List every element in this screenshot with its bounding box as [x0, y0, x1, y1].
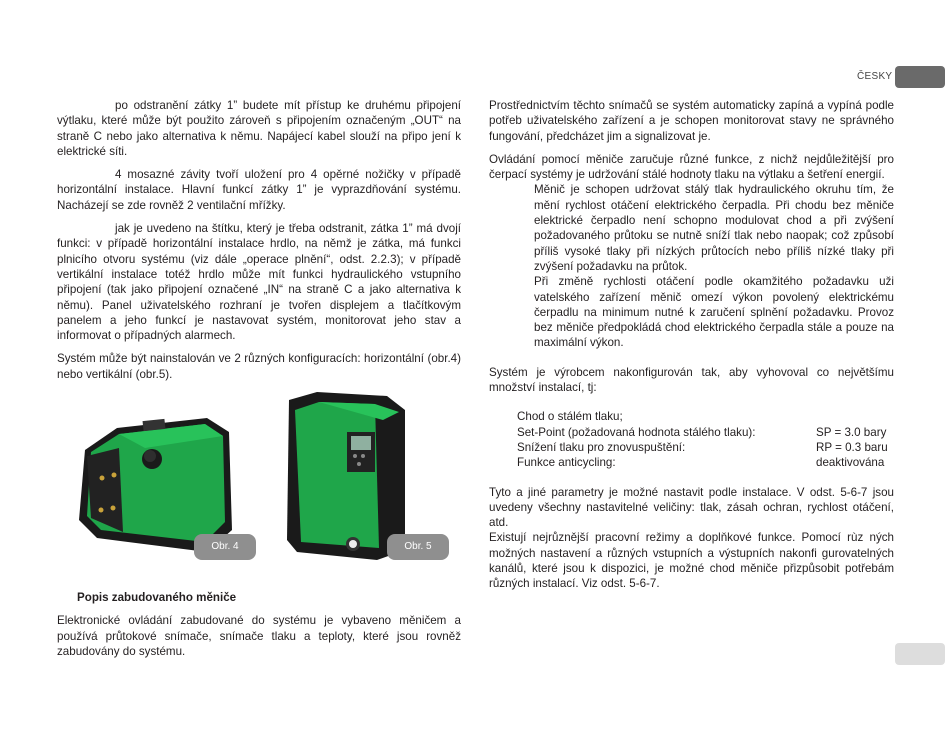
language-label: ČESKY	[857, 71, 893, 82]
paragraph: jak je uvedeno na štítku, který je třeba odstranit, zátka 1” má dvojí funkci: v případě horizontální instalace hrdlo, na němž je zátka, má funkci plnicího otvoru systému (viz dále „operace plnění“, odst. 2.2.3); v případě vertikální instalace totéž hrdlo může mít funkci hydraulického vstupního připojení (tak jako připojení označené „IN“ na straně C a jako alternativa k němu). Panel uživatelského rozhraní je tvořen displejem a tlačítkovým panelem a jeho funkcí je nastavovat systém, monitorovat jeho stav a informovat o případných alarmech.	[57, 222, 461, 343]
left-column	[57, 98, 461, 659]
page-number-tab	[895, 643, 945, 665]
figure-caption: Obr. 5	[387, 534, 449, 560]
paragraph: Tyto a jiné parametry je možné nastavit podle instalace. V odst. 5-6-7 jsou uvedeny všechny nastavitelné veličiny: tlak, zásah ochran, rychlost otáčení, atd.	[489, 485, 894, 530]
indented-paragraph: Při změně rychlosti otáčení podle okamžitého požadavku uži vatelského zařízení měnič omezí výkon povolený elektrickému čerpadlu na minimum nutné k zaručení splnění požadavku. Provoz bez měniče předpokládá chod elektrického čerpadla stále a pouze na maximální výkon.	[534, 275, 894, 350]
paragraph: Elektronické ovládání zabudované do systému je vybaveno měničem a používá průtokové snímače, snímače tlaku a teploty, které jsou rovněž zabudovány do systému.	[57, 614, 461, 658]
param-row: Snížení tlaku pro znovuspuštění: RP = 0.3 baru	[517, 440, 888, 454]
paragraph: Systém je výrobcem nakonfigurován tak, aby vyhovoval co největšímu množství instalací, tj:	[489, 365, 894, 395]
figure-caption: Obr. 4	[194, 534, 256, 560]
paragraph: Systém může být nainstalován ve 2 různých konfiguracích: horizontální (obr.4) nebo vertikální (obr.5).	[57, 352, 461, 381]
pump-horizontal-image	[79, 418, 232, 552]
pump-vertical-image	[287, 392, 405, 560]
paragraph: Existují nejrůznější pracovní režimy a doplňkové funkce. Pomocí rùz ných možných nastavení a různých vstupních a výstupních nakonfi gurovatelných kanálů, které jsou k dispozici, je možné chod měniče přizpůsobit potřebám různých instalací. Viz odst. 5-6-7.	[489, 531, 894, 591]
right-column	[489, 98, 894, 592]
language-tab-marker	[895, 66, 945, 88]
default-parameters	[517, 409, 894, 470]
param-row: Chod o stálém tlaku;	[517, 410, 623, 424]
param-row: Set-Point (požadovaná hodnota stálého tlaku): SP = 3.0 bary	[517, 425, 887, 439]
indented-paragraph: Měnič je schopen udržovat stálý tlak hydraulického okruhu tím, že mění rychlost otáčení elektrického čerpadla. Při chodu bez měniče elektrické čerpadlo není schopno modulovat chod a při zvýšení požadovaného průtoku se nutně sníží tlak nebo naopak; což způsobí příliš vysoké tlaky při nízkých průtocích nebo příliš nízké tlaky při zvýšení požadavku na průtok.	[534, 183, 894, 273]
paragraph: Ovládání pomocí měniče zaručuje různé funkce, z nichž nejdůležitější pro čerpací systémy je udržování stálé hodnoty tlaku na výtlaku a šetření energií.	[489, 152, 894, 182]
paragraph: 4 mosazné závity tvoří uložení pro 4 opěrné nožičky v případě horizontální instalace. Hlavní funkcí zátky 1” je vyprazdňování systému. Nacházejí se zde rovněž 2 ventilační mřížky.	[57, 168, 461, 212]
section-heading: Popis zabudovaného měniče	[77, 591, 237, 605]
paragraph: po odstranění zátky 1” budete mít přístup ke druhému připojení výtlaku, které může být použito zároveň s připojením označeným „OUT“ na straně C nebo jako alternativa k němu. Napájecí kabel slouží na připo jení k elektrické síti.	[57, 99, 461, 158]
figures	[57, 390, 461, 580]
param-row: Funkce anticycling: deaktivována	[517, 456, 885, 470]
paragraph: Prostřednictvím těchto snímačů se systém automaticky zapíná a vypíná podle potřeb uživatelského zařízení a je schopen monitorovat stavy ne správného fungování, předcházet jim a signalizovat je.	[489, 99, 894, 143]
